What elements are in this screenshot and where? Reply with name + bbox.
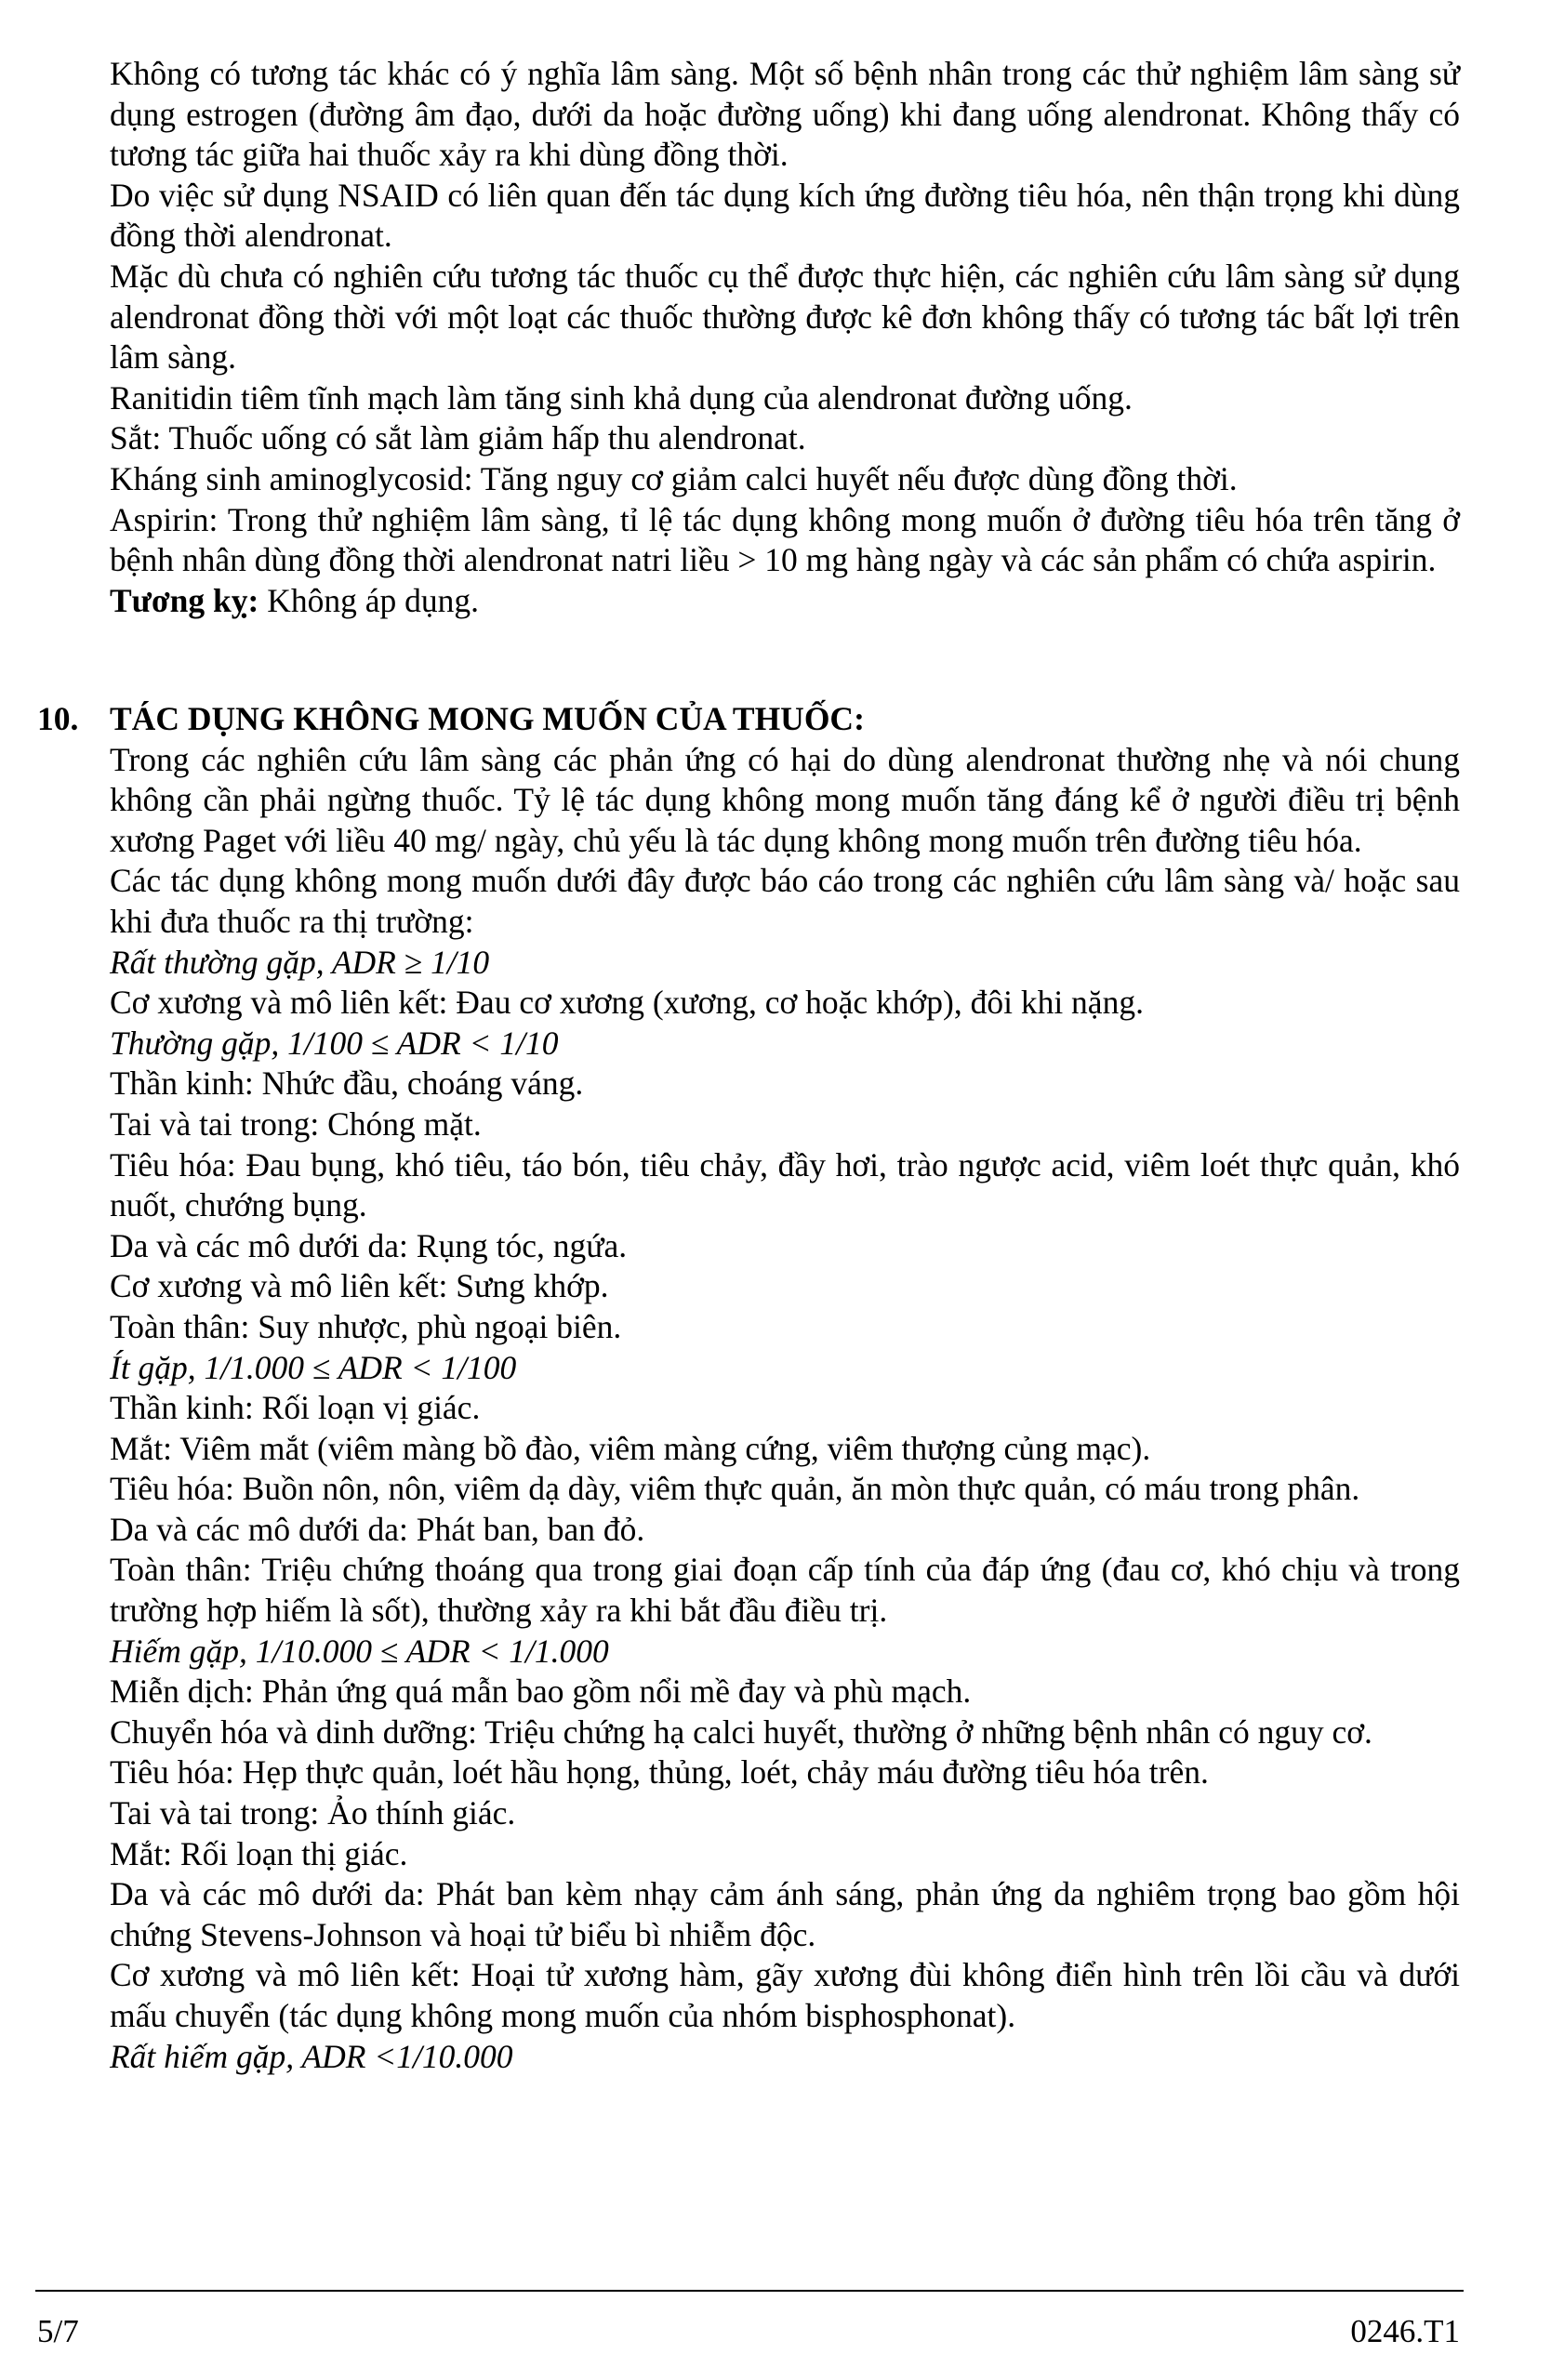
paragraph: Mắt: Rối loạn thị giác. (110, 1834, 408, 1872)
paragraph: Cơ xương và mô liên kết: Hoại tử xương hàm, gãy xương đùi không điển hình trên lồi cầu và dưới mấu chuyển (tác dụng không mong muốn của nhóm bisphosphonat). (110, 1956, 1460, 2034)
interactions-section (110, 54, 1460, 621)
document-code: 0246.T1 (1350, 2313, 1460, 2349)
paragraph: Cơ xương và mô liên kết: Sưng khớp. (110, 1267, 609, 1305)
paragraph: Không có tương tác khác có ý nghĩa lâm sàng. Một số bệnh nhân trong các thử nghiệm lâm sàng sử dụng estrogen (đường âm đạo, dưới da hoặc đường uống) khi đang uống alendronat. Không thấy có tương tác giữa hai thuốc xảy ra khi dùng đồng thời. (110, 55, 1460, 174)
paragraph: Toàn thân: Suy nhược, phù ngoại biên. (110, 1307, 622, 1345)
paragraph: Mặc dù chưa có nghiên cứu tương tác thuốc cụ thể được thực hiện, các nghiên cứu lâm sàng sử dụng alendronat đồng thời với một loạt các thuốc thường được kê đơn không thấy có tương tác bất lợi trên lâm sàng. (110, 257, 1460, 377)
incompatibility-text: Không áp dụng. (258, 581, 479, 619)
section-heading (37, 699, 1460, 740)
paragraph: Aspirin: Trong thử nghiệm lâm sàng, tỉ lệ tác dụng không mong muốn ở đường tiêu hóa trên tăng ở bệnh nhân dùng đồng thời alendronat natri liều > 10 mg hàng ngày và các sản phẩm có chứa aspirin. (110, 500, 1460, 579)
paragraph: Sắt: Thuốc uống có sắt làm giảm hấp thu alendronat. (110, 419, 806, 457)
frequency-heading: Thường gặp, 1/100 ≤ ADR < 1/10 (110, 1024, 559, 1062)
paragraph: Tiêu hóa: Đau bụng, khó tiêu, táo bón, tiêu chảy, đầy hơi, trào ngược acid, viêm loét thực quản, khó nuốt, chướng bụng. (110, 1145, 1460, 1224)
paragraph: Miễn dịch: Phản ứng quá mẫn bao gồm nổi mề đay và phù mạch. (110, 1673, 972, 1711)
paragraph: Kháng sinh aminoglycosid: Tăng nguy cơ giảm calci huyết nếu được dùng đồng thời. (110, 459, 1238, 497)
paragraph: Ranitidin tiêm tĩnh mạch làm tăng sinh khả dụng của alendronat đường uống. (110, 378, 1133, 416)
paragraph: Tiêu hóa: Buồn nôn, nôn, viêm dạ dày, viêm thực quản, ăn mòn thực quản, có máu trong phân. (110, 1470, 1360, 1508)
footer-divider (35, 2290, 1464, 2292)
paragraph: Thần kinh: Nhức đầu, choáng váng. (110, 1064, 584, 1103)
paragraph: Tai và tai trong: Chóng mặt. (110, 1104, 482, 1143)
frequency-heading: Rất thường gặp, ADR ≥ 1/10 (110, 943, 490, 981)
paragraph: Trong các nghiên cứu lâm sàng các phản ứng có hại do dùng alendronat thường nhẹ và nói chung không cần phải ngừng thuốc. Tỷ lệ tác dụng không mong muốn tăng đáng kể ở người điều trị bệnh xương Paget với liều 40 mg/ ngày, chủ yếu là tác dụng không mong muốn trên đường tiêu hóa. (110, 740, 1460, 859)
adverse-effects-section (37, 699, 1460, 2077)
paragraph: Cơ xương và mô liên kết: Đau cơ xương (xương, cơ hoặc khớp), đôi khi nặng. (110, 984, 1144, 1022)
frequency-heading: Ít gặp, 1/1.000 ≤ ADR < 1/100 (110, 1348, 517, 1386)
paragraph: Thần kinh: Rối loạn vị giác. (110, 1389, 481, 1427)
section-body (110, 740, 1460, 2078)
paragraph: Chuyển hóa và dinh dưỡng: Triệu chứng hạ calci huyết, thường ở những bệnh nhân có nguy cơ. (110, 1712, 1372, 1751)
paragraph: Tai và tai trong: Ảo thính giác. (110, 1794, 516, 1832)
paragraph: Da và các mô dưới da: Phát ban kèm nhạy cảm ánh sáng, phản ứng da nghiêm trọng bao gồm hội chứng Stevens-Johnson và hoại tử biểu bì nhiễm độc. (110, 1875, 1460, 1953)
frequency-heading: Hiếm gặp, 1/10.000 ≤ ADR < 1/1.000 (110, 1632, 609, 1670)
section-number: 10. (37, 700, 79, 737)
paragraph: Toàn thân: Triệu chứng thoáng qua trong giai đoạn cấp tính của đáp ứng (đau cơ, khó chịu và trong trường hợp hiếm là sốt), thường xảy ra khi bắt đầu điều trị. (110, 1551, 1460, 1630)
incompatibility-line (110, 581, 1460, 622)
paragraph: Do việc sử dụng NSAID có liên quan đến tác dụng kích ứng đường tiêu hóa, nên thận trọng khi dùng đồng thời alendronat. (110, 176, 1460, 255)
page-number: 5/7 (37, 2313, 79, 2349)
paragraph: Da và các mô dưới da: Rụng tóc, ngứa. (110, 1226, 628, 1264)
paragraph: Mắt: Viêm mắt (viêm màng bồ đào, viêm màng cứng, viêm thượng củng mạc). (110, 1429, 1151, 1467)
section-title: TÁC DỤNG KHÔNG MONG MUỐN CỦA THUỐC: (110, 700, 865, 737)
paragraph: Tiêu hóa: Hẹp thực quản, loét hầu họng, thủng, loét, chảy máu đường tiêu hóa trên. (110, 1753, 1209, 1792)
paragraph: Da và các mô dưới da: Phát ban, ban đỏ. (110, 1510, 645, 1548)
paragraph: Các tác dụng không mong muốn dưới đây được báo cáo trong các nghiên cứu lâm sàng và/ hoặc sau khi đưa thuốc ra thị trường: (110, 862, 1460, 940)
frequency-heading: Rất hiếm gặp, ADR <1/10.000 (110, 2037, 513, 2075)
incompatibility-label: Tương kỵ: (110, 581, 259, 619)
